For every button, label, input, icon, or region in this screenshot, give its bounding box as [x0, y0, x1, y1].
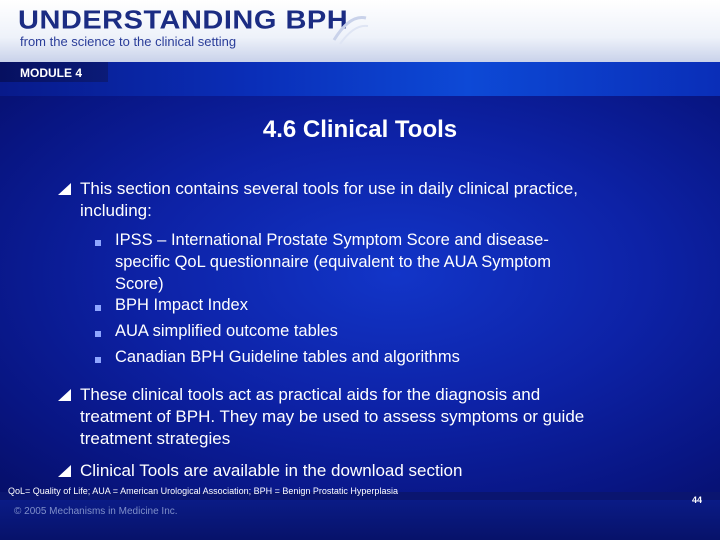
- footnote: QoL= Quality of Life; AUA = American Urological Association; BPH = Benign Prostatic Hyperplasia: [8, 486, 398, 496]
- copyright: © 2005 Mechanisms in Medicine Inc.: [14, 506, 178, 517]
- bullet-1-line-2: including:: [80, 201, 152, 220]
- triangle-bullet-icon: [58, 389, 71, 401]
- square-bullet-icon: [95, 240, 101, 246]
- brand-subtitle: from the science to the clinical setting: [20, 34, 237, 49]
- swoosh-logo-icon: [330, 10, 370, 50]
- bullet-2-line-1: These clinical tools act as practical aids for the diagnosis and: [80, 385, 541, 404]
- bullet-1-line-1: This section contains several tools for use in daily clinical practice,: [80, 179, 578, 198]
- subitem-1-line-3: Score): [115, 275, 164, 293]
- bullet-3-line-1: Clinical Tools are available in the download section: [80, 461, 463, 480]
- subitem-1-line-1: IPSS – International Prostate Symptom Score and disease-: [115, 231, 549, 249]
- subitem-3: AUA simplified outcome tables: [115, 322, 338, 340]
- subitem-4: Canadian BPH Guideline tables and algorithms: [115, 348, 460, 366]
- page-number: 44: [692, 495, 703, 505]
- bullet-2-line-2: treatment of BPH. They may be used to assess symptoms or guide: [80, 407, 585, 426]
- triangle-bullet-icon: [58, 183, 71, 195]
- subitem-2: BPH Impact Index: [115, 296, 248, 314]
- module-bar: [0, 62, 720, 96]
- bullet-2-line-3: treatment strategies: [80, 429, 231, 448]
- square-bullet-icon: [95, 331, 101, 337]
- slide-title: 4.6 Clinical Tools: [262, 116, 458, 143]
- module-label: MODULE 4: [20, 66, 83, 80]
- square-bullet-icon: [95, 357, 101, 363]
- subitem-1-line-2: specific QoL questionnaire (equivalent to the AUA Symptom: [115, 253, 551, 271]
- square-bullet-icon: [95, 305, 101, 311]
- brand-title: UNDERSTANDING BPH: [18, 6, 349, 35]
- triangle-bullet-icon: [58, 465, 71, 477]
